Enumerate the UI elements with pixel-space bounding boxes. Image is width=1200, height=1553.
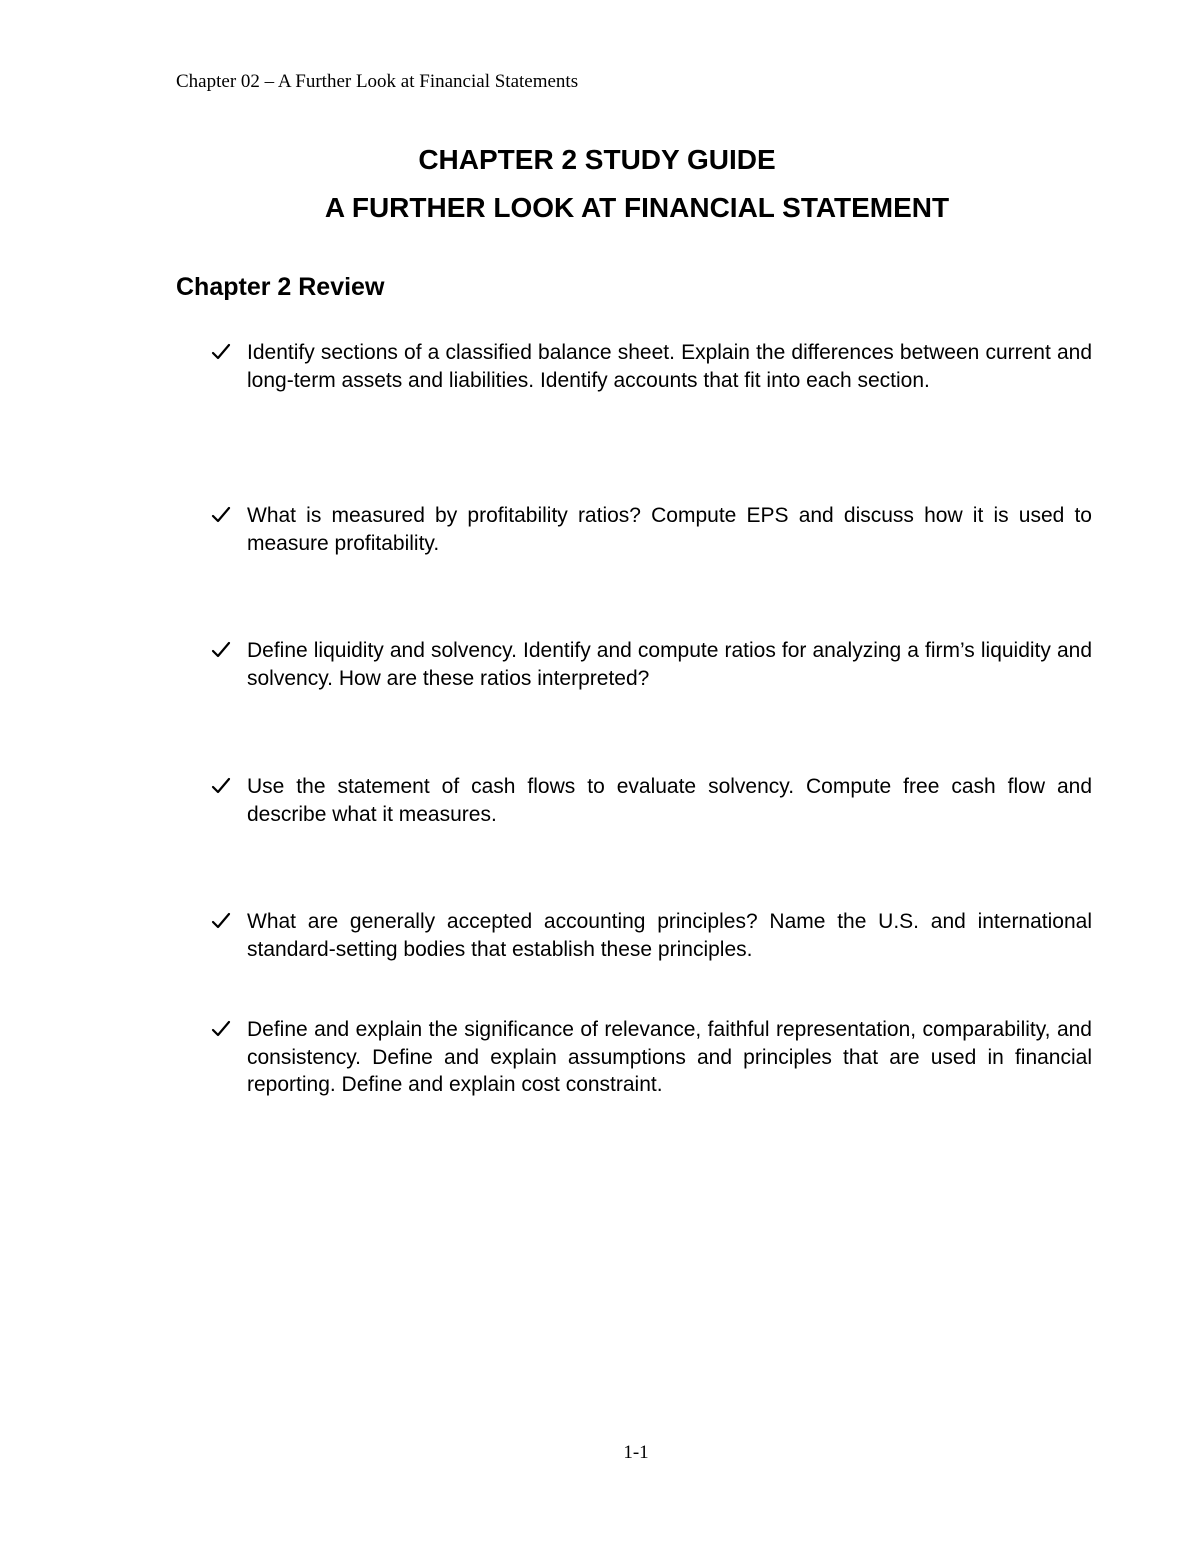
checkmark-icon [210, 504, 232, 526]
review-item-text: Identify sections of a classified balance sheet. Explain the differences between current and long-term assets and liabilities. Identify accounts that fit into each section. [247, 341, 1092, 392]
section-heading: Chapter 2 Review [176, 273, 385, 301]
review-item-text: Define liquidity and solvency. Identify and compute ratios for analyzing a firm’s liquidity and solvency. How are these ratios interpreted? [247, 639, 1092, 690]
running-header: Chapter 02 – A Further Look at Financial Statements [176, 71, 579, 92]
document-subtitle: A FURTHER LOOK AT FINANCIAL STATEMENT [324, 192, 950, 223]
checkmark-icon [210, 910, 232, 932]
review-item-text: Use the statement of cash flows to evaluate solvency. Compute free cash flow and describe what it measures. [247, 775, 1092, 826]
document-title: CHAPTER 2 STUDY GUIDE [418, 144, 776, 175]
page-number: 1-1 [623, 1442, 649, 1463]
review-item-text: What are generally accepted accounting principles? Name the U.S. and international standard-setting bodies that establish these principles. [247, 910, 1092, 961]
checkmark-icon [210, 775, 232, 797]
checkmark-icon [210, 1018, 232, 1040]
review-item-text: Define and explain the significance of relevance, faithful representation, comparability, and consistency. Define and explain assumptions and principles that are used in financial reporting. Define and explain cost constraint. [247, 1018, 1092, 1096]
checkmark-icon [210, 341, 232, 363]
checkmark-icon [210, 639, 232, 661]
review-item-text: What is measured by profitability ratios? Compute EPS and discuss how it is used to measure profitability. [247, 504, 1092, 555]
